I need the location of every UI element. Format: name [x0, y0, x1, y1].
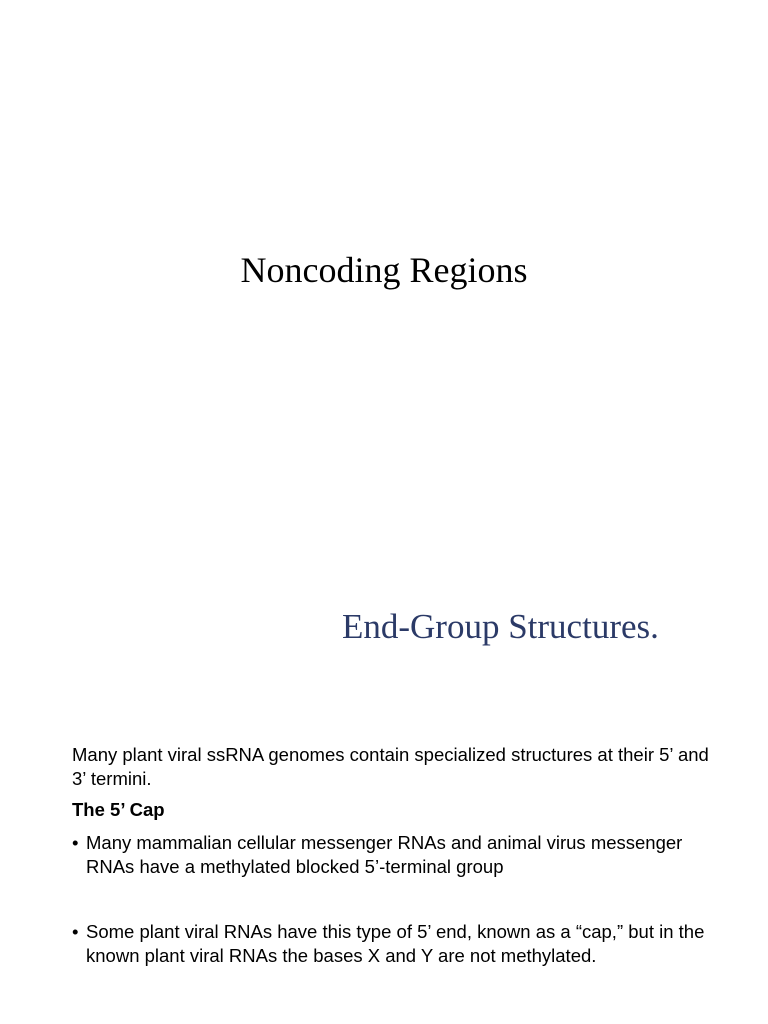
subheading-5-cap: The 5’ Cap — [72, 799, 165, 820]
bullet-icon: • — [72, 921, 79, 942]
list-item — [72, 831, 712, 879]
page-title: Noncoding Regions — [240, 250, 528, 290]
bullet-text: Many mammalian cellular messenger RNAs and animal virus messenger RNAs have a methylated blocked 5’-terminal group — [86, 832, 683, 877]
section-heading: End-Group Structures. — [342, 607, 659, 646]
intro-paragraph: Many plant viral ssRNA genomes contain specialized structures at their 5’ and 3’ termini. — [72, 744, 709, 789]
list-item — [72, 920, 712, 968]
bullet-text: Some plant viral RNAs have this type of 5’ end, known as a “cap,” but in the known plant viral RNAs the bases X and Y are not methylated. — [86, 921, 705, 966]
bullet-list — [72, 831, 712, 968]
body-content — [72, 743, 712, 968]
bullet-icon: • — [72, 832, 79, 853]
